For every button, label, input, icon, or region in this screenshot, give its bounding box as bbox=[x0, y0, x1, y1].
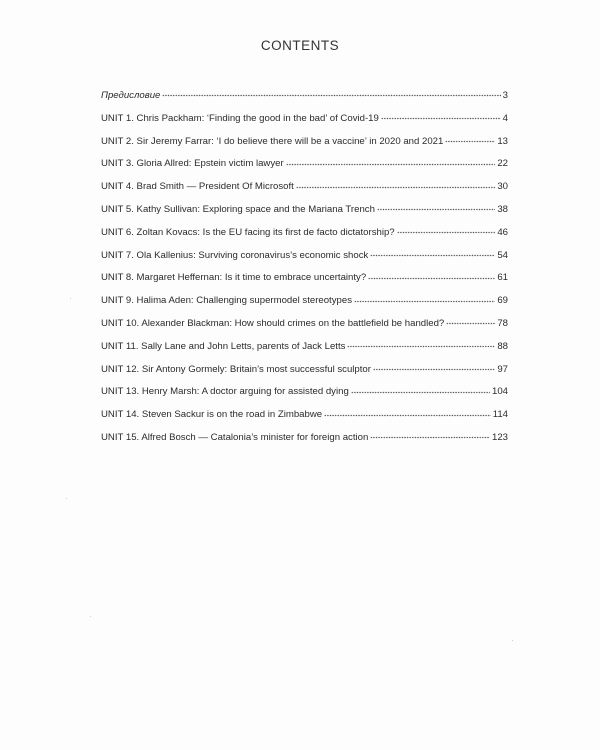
toc-entry-label: UNIT 6. Zoltan Kovacs: Is the EU facing its first de facto dictatorship? bbox=[101, 226, 395, 238]
dot-leader bbox=[286, 154, 496, 166]
dot-leader bbox=[445, 132, 495, 144]
toc-entry-unit-10 bbox=[101, 314, 508, 337]
dot-leader bbox=[397, 223, 496, 235]
toc-page-number: 13 bbox=[497, 135, 508, 147]
toc-entry-label: UNIT 7. Ola Kallenius: Surviving coronavirus’s economic shock bbox=[101, 249, 369, 261]
toc-entry-label: UNIT 11. Sally Lane and John Letts, parents of Jack Letts bbox=[101, 340, 346, 352]
dot-leader bbox=[370, 428, 490, 440]
scan-speck bbox=[66, 498, 67, 499]
dot-leader bbox=[296, 177, 496, 189]
toc-entry-label: UNIT 4. Brad Smith — President Of Microsoft bbox=[101, 181, 294, 193]
scan-speck bbox=[70, 298, 71, 299]
toc-entry-unit-4 bbox=[101, 177, 508, 200]
toc-entry-unit-11 bbox=[101, 337, 508, 360]
page-title: CONTENTS bbox=[260, 38, 340, 53]
toc-entry-label: UNIT 13. Henry Marsh: A doctor arguing for assisted dying bbox=[101, 386, 349, 398]
dot-leader bbox=[324, 405, 491, 417]
toc-page-number: 38 bbox=[497, 203, 508, 215]
toc-page-number: 88 bbox=[497, 340, 508, 352]
toc-page-number: 97 bbox=[497, 363, 508, 375]
toc-entry-unit-13 bbox=[101, 382, 508, 405]
dot-leader bbox=[347, 337, 495, 349]
toc-page-number: 69 bbox=[497, 295, 508, 307]
toc-page-number: 30 bbox=[497, 181, 508, 193]
toc-entry-label: UNIT 14. Steven Sackur is on the road in Zimbabwe bbox=[101, 409, 323, 421]
dot-leader bbox=[368, 268, 495, 280]
table-of-contents bbox=[101, 86, 508, 451]
toc-entry-label: UNIT 8. Margaret Heffernan: Is it time to embrace uncertainty? bbox=[101, 272, 367, 284]
toc-entry-label: UNIT 1. Chris Packham: ‘Finding the good in the bad’ of Covid-19 bbox=[101, 112, 379, 124]
toc-entry-unit-2 bbox=[101, 132, 508, 155]
toc-entry-unit-1 bbox=[101, 109, 508, 132]
dot-leader bbox=[351, 382, 490, 394]
toc-entry-unit-12 bbox=[101, 360, 508, 383]
toc-page-number: 4 bbox=[502, 112, 508, 124]
toc-entry-unit-7 bbox=[101, 246, 508, 269]
toc-entry-label: UNIT 15. Alfred Bosch — Catalonia’s minister for foreign action bbox=[101, 431, 369, 443]
toc-entry-unit-8 bbox=[101, 268, 508, 291]
toc-entry-label: UNIT 3. Gloria Allred: Epstein victim lawyer bbox=[101, 158, 284, 170]
toc-entry-preface bbox=[101, 86, 508, 109]
toc-entry-unit-14 bbox=[101, 405, 508, 428]
dot-leader bbox=[373, 360, 495, 372]
toc-entry-label: UNIT 5. Kathy Sullivan: Exploring space and the Mariana Trench bbox=[101, 203, 375, 215]
dot-leader bbox=[354, 291, 495, 303]
toc-page-number: 61 bbox=[497, 272, 508, 284]
dot-leader bbox=[377, 200, 495, 212]
toc-entry-label: UNIT 10. Alexander Blackman: How should crimes on the battlefield be handled? bbox=[101, 317, 445, 329]
scan-speck bbox=[512, 640, 513, 641]
toc-page-number: 46 bbox=[497, 226, 508, 238]
toc-page-number: 123 bbox=[491, 431, 508, 443]
toc-entry-unit-3 bbox=[101, 154, 508, 177]
toc-entry-label: UNIT 12. Sir Antony Gormely: Britain’s most successful sculptor bbox=[101, 363, 371, 375]
dot-leader bbox=[162, 86, 500, 98]
scan-speck bbox=[90, 616, 91, 617]
dot-leader bbox=[381, 109, 501, 121]
toc-entry-unit-15 bbox=[101, 428, 508, 451]
dot-leader bbox=[370, 246, 495, 258]
toc-entry-label: UNIT 2. Sir Jeremy Farrar: ‘I do believe there will be a vaccine’ in 2020 and 2021 bbox=[101, 135, 444, 147]
toc-page-number: 22 bbox=[497, 158, 508, 170]
toc-entry-unit-9 bbox=[101, 291, 508, 314]
toc-entry-label: Предисловие bbox=[101, 90, 161, 101]
toc-page-number: 3 bbox=[502, 90, 508, 101]
toc-page-number: 104 bbox=[491, 386, 508, 398]
toc-entry-unit-5 bbox=[101, 200, 508, 223]
toc-page-number: 54 bbox=[497, 249, 508, 261]
toc-entry-unit-6 bbox=[101, 223, 508, 246]
toc-page-number: 114 bbox=[492, 409, 508, 421]
dot-leader bbox=[446, 314, 495, 326]
toc-page-number: 78 bbox=[497, 317, 508, 329]
toc-entry-label: UNIT 9. Halima Aden: Challenging supermodel stereotypes bbox=[101, 295, 352, 307]
